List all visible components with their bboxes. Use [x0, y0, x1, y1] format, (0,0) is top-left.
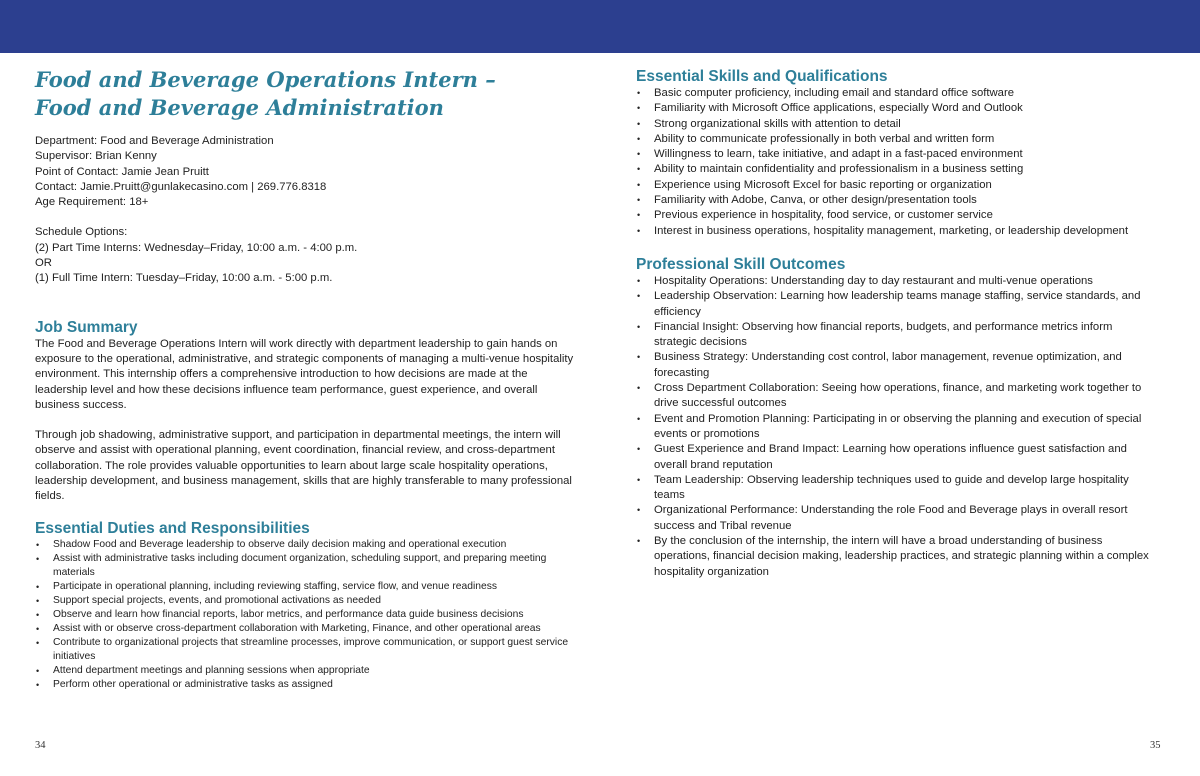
list-item: • Ability to communicate professionally in both verbal and written form: [636, 132, 1156, 147]
page-title: [35, 66, 580, 122]
page-number-left: 34: [35, 740, 46, 751]
list-item: • Shadow Food and Beverage leadership to observe daily decision making and operational execution: [35, 538, 580, 552]
outcomes-list: [636, 274, 1156, 580]
list-item: • Experience using Microsoft Excel for basic reporting or organization: [636, 178, 1156, 193]
job-summary-paragraph-1: The Food and Beverage Operations Intern will work directly with department leadership to gain hands on exposure to the operational, administrative, and strategic components of managing a multi-venue hospitality environment. This internship offers a comprehensive introduction to how decisions are made at the leadership level and how these decisions influence team performance, guest experience, and overall business success.: [35, 337, 574, 411]
list-item: • Hospitality Operations: Understanding day to day restaurant and multi-venue operations: [636, 274, 1156, 289]
list-item: • Guest Experience and Brand Impact: Learning how operations influence guest satisfaction and overall brand reputation: [636, 442, 1156, 473]
page-number-right: 35: [1150, 740, 1161, 751]
list-item: • Interest in business operations, hospitality management, marketing, or leadership development: [636, 224, 1156, 239]
supervisor-text: Supervisor: Brian Kenny: [35, 150, 157, 163]
list-item: • Event and Promotion Planning: Participating in or observing the planning and execution of special events or promotions: [636, 412, 1156, 443]
list-item: • Ability to maintain confidentiality and professionalism in a business setting: [636, 162, 1156, 177]
right-page: [636, 68, 1156, 580]
contact-text: Contact: Jamie.Pruitt@gunlakecasino.com | 269.776.8318: [35, 180, 327, 193]
list-item: • Attend department meetings and planning sessions when appropriate: [35, 664, 580, 678]
job-summary-paragraph-2: Through job shadowing, administrative support, and participation in departmental meetings, the intern will observe and assist with operational planning, event coordination, financial review, and cross-department collaboration. The role provides valuable opportunities to learn about large scale hospitality operations, leadership development, and business management, skills that are highly transferable to many professional fields.: [35, 429, 572, 503]
header-bar: [0, 0, 1200, 53]
duties-heading: Essential Duties and Responsibilities: [35, 519, 310, 537]
skills-list: [636, 86, 1156, 239]
position-info: [35, 134, 580, 287]
list-item: • Assist with or observe cross-department collaboration with Marketing, Finance, and other operational areas: [35, 622, 580, 636]
list-item: • Cross Department Collaboration: Seeing how operations, finance, and marketing work together to drive successful outcomes: [636, 381, 1156, 412]
list-item: • Team Leadership: Observing leadership techniques used to guide and develop large hospitality teams: [636, 473, 1156, 504]
list-item: • Financial Insight: Observing how financial reports, budgets, and performance metrics inform strategic decisions: [636, 320, 1156, 351]
duties-list: [35, 538, 580, 692]
list-item: • Observe and learn how financial reports, labor metrics, and performance data guide business decisions: [35, 608, 580, 622]
list-item: • Familiarity with Adobe, Canva, or other design/presentation tools: [636, 193, 1156, 208]
list-item: • Basic computer proficiency, including email and standard office software: [636, 86, 1156, 101]
list-item: • Familiarity with Microsoft Office applications, especially Word and Outlook: [636, 101, 1156, 116]
list-item: • Willingness to learn, take initiative, and adapt in a fast-paced environment: [636, 147, 1156, 162]
list-item: • Support special projects, events, and promotional activations as needed: [35, 594, 580, 608]
list-item: • Business Strategy: Understanding cost control, labor management, revenue optimization, and forecasting: [636, 350, 1156, 381]
schedule-or: OR: [35, 257, 52, 270]
list-item: • By the conclusion of the internship, the intern will have a broad understanding of business operations, financial decision making, leadership practices, and strategic planning within a complex hospitality organization: [636, 534, 1156, 580]
list-item: • Previous experience in hospitality, food service, or customer service: [636, 208, 1156, 223]
point-of-contact-text: Point of Contact: Jamie Jean Pruitt: [35, 165, 209, 178]
list-item: • Perform other operational or administrative tasks as assigned: [35, 678, 580, 692]
skills-heading: Essential Skills and Qualifications: [636, 68, 888, 85]
schedule-option-1: (2) Part Time Interns: Wednesday–Friday, 10:00 a.m. - 4:00 p.m.: [35, 241, 358, 254]
schedule-heading: Schedule Options:: [35, 226, 128, 239]
list-item: • Assist with administrative tasks including document organization, scheduling support, and preparing meeting materials: [35, 552, 580, 580]
list-item: • Organizational Performance: Understanding the role Food and Beverage plays in overall resort success and Tribal revenue: [636, 503, 1156, 534]
list-item: • Strong organizational skills with attention to detail: [636, 117, 1156, 132]
age-requirement-text: Age Requirement: 18+: [35, 196, 149, 209]
title-line-1: Food and Beverage Operations Intern –: [35, 67, 496, 92]
list-item: • Participate in operational planning, including reviewing staffing, service flow, and venue readiness: [35, 580, 580, 594]
title-line-2: Food and Beverage Administration: [35, 95, 444, 120]
list-item: • Leadership Observation: Learning how leadership teams manage staffing, service standards, and efficiency: [636, 289, 1156, 320]
list-item: • Contribute to organizational projects that streamline processes, improve communication, or support guest service initiatives: [35, 636, 580, 664]
schedule-option-2: (1) Full Time Intern: Tuesday–Friday, 10:00 a.m. - 5:00 p.m.: [35, 272, 333, 285]
department-text: Department: Food and Beverage Administration: [35, 135, 274, 147]
outcomes-heading: Professional Skill Outcomes: [636, 255, 846, 273]
job-summary-heading: Job Summary: [35, 318, 138, 336]
left-page: [35, 66, 580, 692]
